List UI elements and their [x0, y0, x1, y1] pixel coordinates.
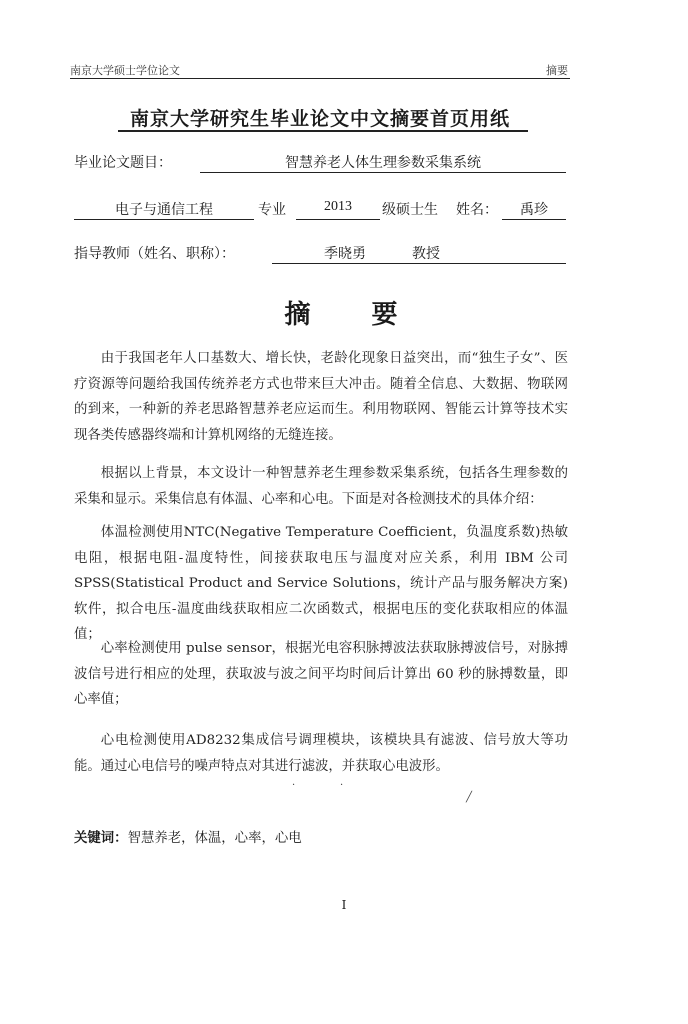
year-underline	[296, 219, 380, 220]
major-label: 专业	[258, 202, 286, 218]
advisor-title: 教授	[412, 246, 440, 262]
abstract-paragraph-5: 心电检测使用AD8232集成信号调理模块，该模块具有滤波、信号放大等功能。通过心电信号的噪声特点对其进行滤波，并获取心电波形。	[74, 733, 568, 774]
keywords	[74, 827, 302, 846]
name-underline	[502, 219, 566, 220]
header-rule	[70, 78, 570, 79]
abstract-paragraph-4: 心率检测使用 pulse sensor，根据光电容积脉搏波法获取脉搏波信号，对脉搏波信号进行相应的处理，获取波与波之间平均时间后计算出 60 秒的脉搏数量，即心率值；	[74, 641, 568, 707]
page-number: I	[341, 898, 347, 912]
title-underline	[118, 130, 528, 132]
keywords-label: 关键词：	[74, 830, 128, 846]
name-label: 姓名：	[456, 202, 498, 218]
grade-label: 级硕士生	[382, 202, 438, 218]
advisor-name: 季晓勇	[324, 246, 366, 262]
page-title: 南京大学研究生毕业论文中文摘要首页用纸	[129, 108, 510, 130]
thesis-title-value: 智慧养老人体生理参数采集系统	[285, 155, 481, 171]
keywords-value: 智慧养老，体温，心率，心电	[127, 831, 302, 846]
name-value: 禹珍	[520, 202, 548, 218]
scan-speck: ·	[292, 780, 296, 791]
year-value: 2013	[324, 199, 352, 214]
abstract-heading: 摘 要	[284, 300, 424, 330]
scan-speck: ·	[340, 780, 344, 791]
header-left: 南京大学硕士学位论文	[70, 64, 180, 77]
major-value: 电子与通信工程	[115, 202, 213, 218]
thesis-title-label: 毕业论文题目：	[74, 155, 172, 171]
advisor-underline	[272, 263, 566, 264]
scan-speck: ╱	[466, 792, 473, 803]
thesis-title-underline	[200, 172, 566, 173]
abstract-paragraph-3: 体温检测使用NTC(Negative Temperature Coefficient，负温度系数)热敏电阻，根据电阻-温度特性，间接获取电压与温度对应关系，利用 IBM 公司SPSS(Statistical Product and Service Solutions，统计产品与服务解决方案)软件，拟合电压-温度曲线获取相应二次函数式，根据电压的变化获取相应的体温值；	[74, 525, 568, 642]
abstract-paragraph-1: 由于我国老年人口基数大、增长快，老龄化现象日益突出，而“独生子女”、医疗资源等问题给我国传统养老方式也带来巨大冲击。随着全信息、大数据、物联网的到来，一种新的养老思路智慧养老应运而生。利用物联网、智能云计算等技术实现各类传感器终端和计算机网络的无缝连接。	[74, 351, 568, 443]
advisor-label: 指导教师（姓名、职称）：	[74, 246, 235, 262]
major-underline	[74, 219, 254, 220]
header-right: 摘要	[546, 64, 568, 77]
abstract-paragraph-2: 根据以上背景，本文设计一种智慧养老生理参数采集系统，包括各生理参数的采集和显示。采集信息有体温、心率和心电。下面是对各检测技术的具体介绍：	[74, 466, 568, 507]
